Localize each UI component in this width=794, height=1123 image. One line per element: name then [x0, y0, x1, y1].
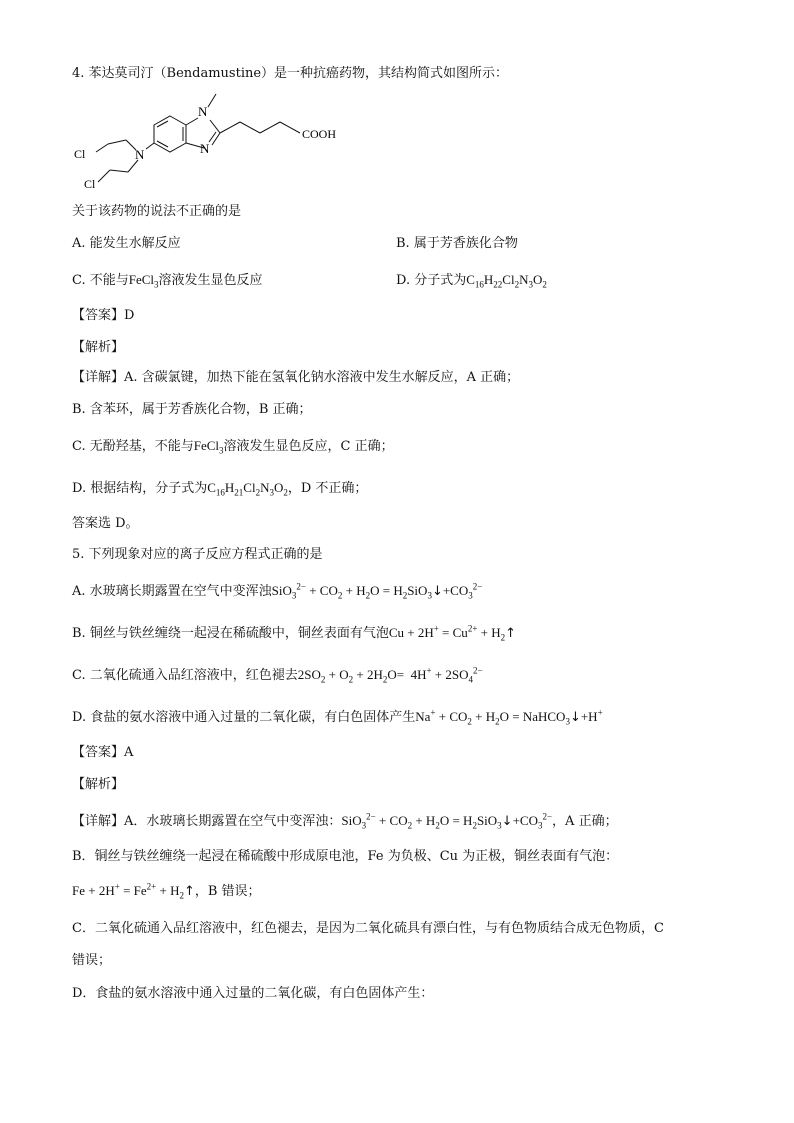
q4-detail-d: D. 根据结构，分子式为$C_{16}H_{21}Cl_2N_3O_2$，D 不正确； — [72, 480, 368, 498]
q4-detail-c: C. 无酚羟基，不能与FeCl$_3$溶液发生显色反应，C 正确； — [72, 438, 394, 456]
q4-option-a: A. 能发生水解反应 — [72, 236, 181, 251]
formula-correct: $C_{16}H_{21}Cl_2N_3O_2$ — [207, 480, 288, 498]
q4-option-b: B. 属于芳香族化合物 — [396, 236, 518, 251]
q5-stem: 5. 下列现象对应的离子反应方程式正确的是 — [72, 547, 323, 562]
atom-n1: N — [198, 104, 208, 119]
formula-fecl3: FeCl$_3$ — [128, 272, 159, 290]
q5-analysis-heading: 【解析】 — [72, 777, 125, 792]
q4-detail-b: B. 含苯环，属于芳香族化合物，B 正确； — [72, 402, 312, 417]
q5-detail-a: 【详解】A．水玻璃长期露置在空气中变浑浊：$SiO_3^{2-} + CO_2 + H_2O$ = $H_2SiO_3↓+CO_3^{2-}$，A 正确； — [72, 811, 618, 831]
atom-n2: N — [200, 141, 210, 156]
q4-detail-a: 【详解】A. 含碳氯键，加热下能在氢氧化钠水溶液中发生水解反应，A 正确； — [72, 370, 520, 385]
q5-option-a: A. 水玻璃长期露置在空气中变浑浊$SiO_3^{2-} + CO_2 + H_2O$ = $H_2SiO_3↓+CO_3^{2-}$ — [72, 581, 483, 601]
q5-detail-c2: 错误； — [72, 953, 112, 968]
q4-answer: 【答案】D — [72, 308, 135, 323]
q4-option-c: C. 不能与FeCl$_3$溶液发生显色反应 — [72, 272, 263, 290]
cl-lower: Cl — [84, 177, 96, 191]
q4-option-d: D. 分子式为$C_{16}H_{22}Cl_2N_3O_2$ — [396, 272, 547, 290]
cl-upper: Cl — [74, 147, 86, 161]
q4-question: 关于该药物的说法不正确的是 — [72, 204, 242, 219]
bendamustine-structure — [70, 88, 360, 198]
atom-n3: N — [135, 147, 145, 162]
q5-option-b: B. 铜丝与铁丝缠绕一起浸在稀硫酸中，铜丝表面有气泡$Cu + 2H^+ = Cu^{2+}$ + $H_2↑$ — [72, 623, 517, 643]
q4-stem: 4. 苯达莫司汀（Bendamustine）是一种抗癌药物，其结构简式如图所示： — [72, 66, 509, 81]
q5-option-d: D. 食盐的氨水溶液中通入过量的二氧化碳，有白色固体产生$Na^+ + CO_2 + H_2O$ = NaHCO$_3$↓+H+ — [72, 707, 603, 727]
q5-option-c: C. 二氧化硫通入品红溶液中，红色褪去$2SO_2 + O_2 + 2H_2O= 4H^+ + 2SO_4^{2-}$ — [72, 665, 483, 685]
q5-detail-b2: $Fe + 2H^+ = Fe^{2+}$ + $H_2↑$，B 错误； — [72, 881, 261, 901]
formula-option-d: $C_{16}H_{22}Cl_2N_3O_2$ — [466, 272, 547, 290]
cooh-group: COOH — [302, 127, 337, 141]
q5-detail-c1: C．二氧化硫通入品红溶液中，红色褪去，是因为二氧化硫具有漂白性，与有色物质结合成无色物质，C — [72, 921, 664, 936]
q4-final: 答案选 D。 — [72, 516, 139, 531]
q5-detail-b1: B．铜丝与铁丝缠绕一起浸在稀硫酸中形成原电池，Fe 为负极、Cu 为正极，铜丝表面有气泡： — [72, 849, 619, 864]
q4-analysis-heading: 【解析】 — [72, 340, 125, 355]
q5-detail-d1: D．食盐的氨水溶液中通入过量的二氧化碳，有白色固体产生： — [72, 986, 434, 1001]
q5-answer: 【答案】A — [72, 745, 134, 760]
